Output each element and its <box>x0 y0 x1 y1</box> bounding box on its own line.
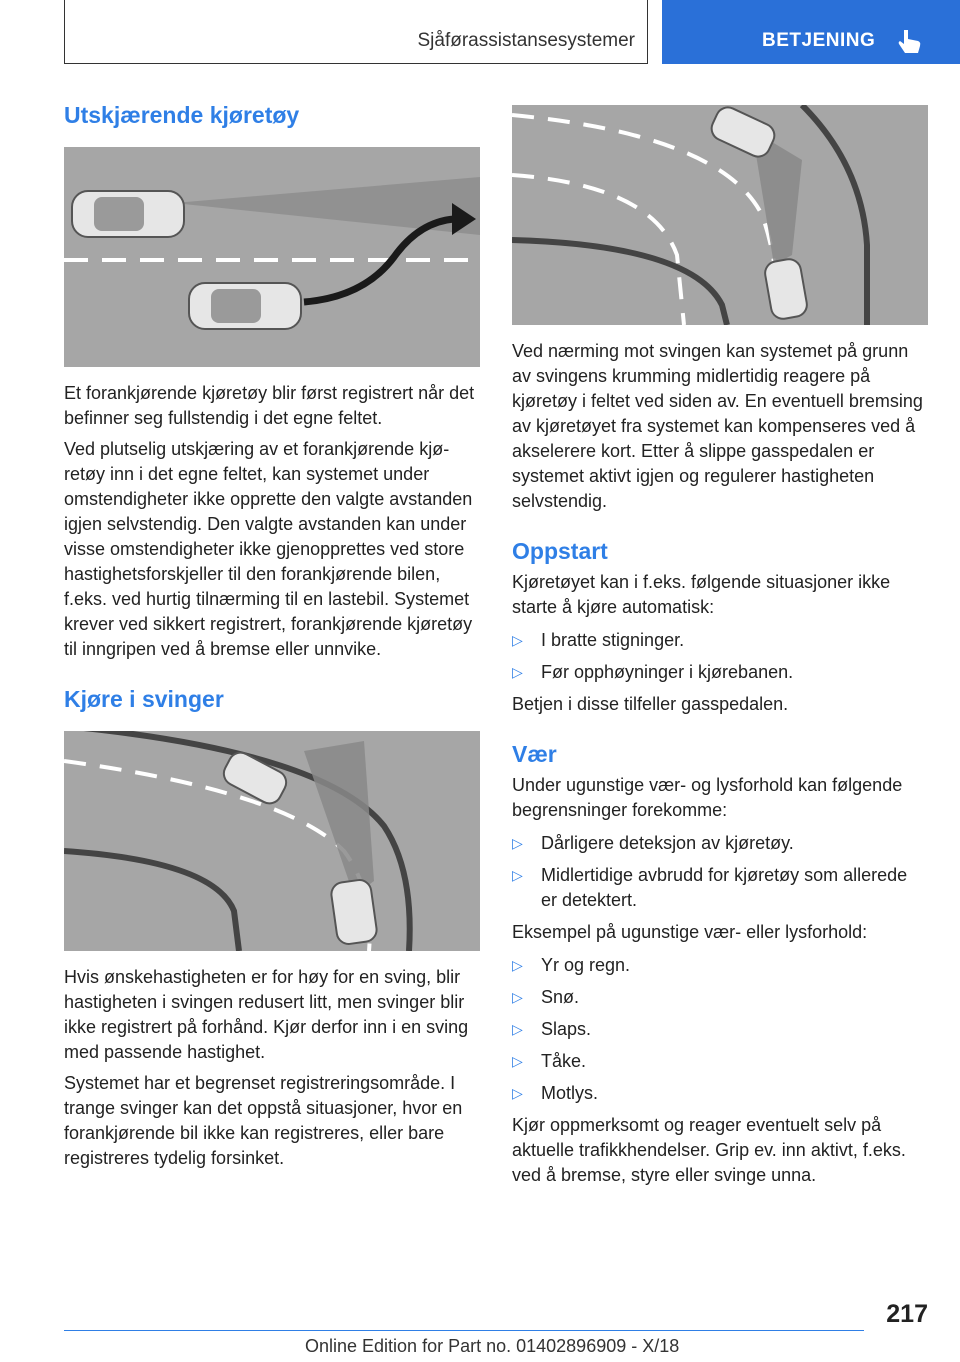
paragraph-gas-pedal: Betjen i disse tilfeller gasspedalen. <box>512 694 789 714</box>
header-chapter-box <box>662 0 960 64</box>
header-section-title: Sjåførassistansesystemer <box>417 30 635 51</box>
triangle-right-icon: ▷ <box>512 632 523 648</box>
car-own-icon <box>189 283 301 329</box>
triangle-right-icon: ▷ <box>512 957 523 973</box>
heading-oppstart: Oppstart <box>512 538 608 564</box>
paragraph-oppstart: Kjøretøyet kan i f.eks. følgende situasjoner ikke starte å kjøre automatisk: <box>512 572 891 617</box>
left-column <box>64 100 480 1171</box>
illustration-cut-in-vehicle <box>64 147 480 367</box>
header-chapter-title: BETJENING <box>762 30 876 51</box>
list-item: ▷ Slaps. <box>512 1017 928 1042</box>
triangle-right-icon: ▷ <box>512 867 523 883</box>
list-item: ▷ Tåke. <box>512 1049 928 1074</box>
illustration-curve-1 <box>64 731 480 951</box>
triangle-right-icon: ▷ <box>512 1053 523 1069</box>
heading-kjore-i-svinger: Kjøre i svinger <box>64 686 224 712</box>
paragraph-cut-in-2: Ved plutselig utskjæring av et forankjørende kjøretøy inn i det egne feltet, kan systemet under omstendigheter ikke opprette den valgte avstanden igjen selvstendig. Den valgte avstanden kan under visse omstendigheter ikke gjenopprettes ved store hastighetsforskjeller til den forankjørende bilen, f.eks. ved hurtig tilnærming til en lastebil. Systemet krever ved sikkert registrert, forankjørende kjøretøy til inngripen ved å bremse eller unnvike. <box>64 439 473 659</box>
paragraph-attention: Kjør oppmerksomt og reager eventuelt selv på aktuelle trafikkhendelser. Grip ev. inn aktivt, f.eks. ved å bremse, styre eller svinge unna. <box>512 1115 906 1185</box>
paragraph-weather-examples: Eksempel på ugunstige vær- eller lysforhold: <box>512 922 868 942</box>
list-item: ▷ I bratte stigninger. <box>512 628 928 653</box>
list-item: ▷ Midlertidige avbrudd for kjøretøy som allerede er detektert. <box>512 865 908 910</box>
paragraph-curve-adjacent: Ved nærming mot svingen kan systemet på grunn av svingens krumming midlertidig reagere på kjøretøy i feltet ved siden av. En eventuell bremsing av kjøretøyet fra systemet kan kompenseres ved å akselerere kort. Etter å slippe gasspedalen er systemet aktivt igjen og regulerer hastigheten selvstendig. <box>512 341 923 511</box>
car-curve-own-icon <box>330 879 378 946</box>
triangle-right-icon: ▷ <box>512 1021 523 1037</box>
list-item: ▷ Motlys. <box>512 1081 928 1106</box>
heading-utskjaerende: Utskjærende kjøretøy <box>64 102 300 128</box>
heading-vaer: Vær <box>512 741 557 767</box>
hand-pointer-icon <box>894 26 924 56</box>
list-item: ▷ Snø. <box>512 985 928 1010</box>
list-item: ▷ Yr og regn. <box>512 953 928 978</box>
illustration-curve-2 <box>512 105 928 325</box>
paragraph-curve-1: Hvis ønskehastigheten er for høy for en sving, blir hastigheten i svingen redusert litt, men svinger blir ikke registrert på forhånd. Kjør derfor inn i en sving med passende hastighet. <box>64 967 469 1062</box>
list-item: ▷ Før opphøyninger i kjørebanen. <box>512 660 928 685</box>
list-item: ▷ Dårligere deteksjon av kjøretøy. <box>512 831 928 856</box>
paragraph-weather: Under ugunstige vær- og lysforhold kan følgende begrensninger forekomme: <box>512 775 903 820</box>
page-number: 217 <box>886 1300 928 1328</box>
triangle-right-icon: ▷ <box>512 835 523 851</box>
paragraph-curve-2: Systemet har et begrenset registreringsområde. I trange svinger kan det oppstå situasjoner, hvor en forankjørende bil ikke kan registreres, eller bare registreres tydelig forsinket. <box>64 1073 463 1168</box>
triangle-right-icon: ▷ <box>512 1085 523 1101</box>
paragraph-cut-in-1: Et forankjørende kjøretøy blir først registrert når det befinner seg fullstendig i det egne feltet. <box>64 383 475 428</box>
car-front-icon <box>72 191 184 237</box>
footer-divider <box>64 1330 864 1331</box>
header-section-box <box>64 0 648 64</box>
right-column <box>512 105 928 1188</box>
footer-edition: Online Edition for Part no. 01402896909 - X/18 <box>305 1336 680 1356</box>
triangle-right-icon: ▷ <box>512 989 523 1005</box>
triangle-right-icon: ▷ <box>512 664 523 680</box>
